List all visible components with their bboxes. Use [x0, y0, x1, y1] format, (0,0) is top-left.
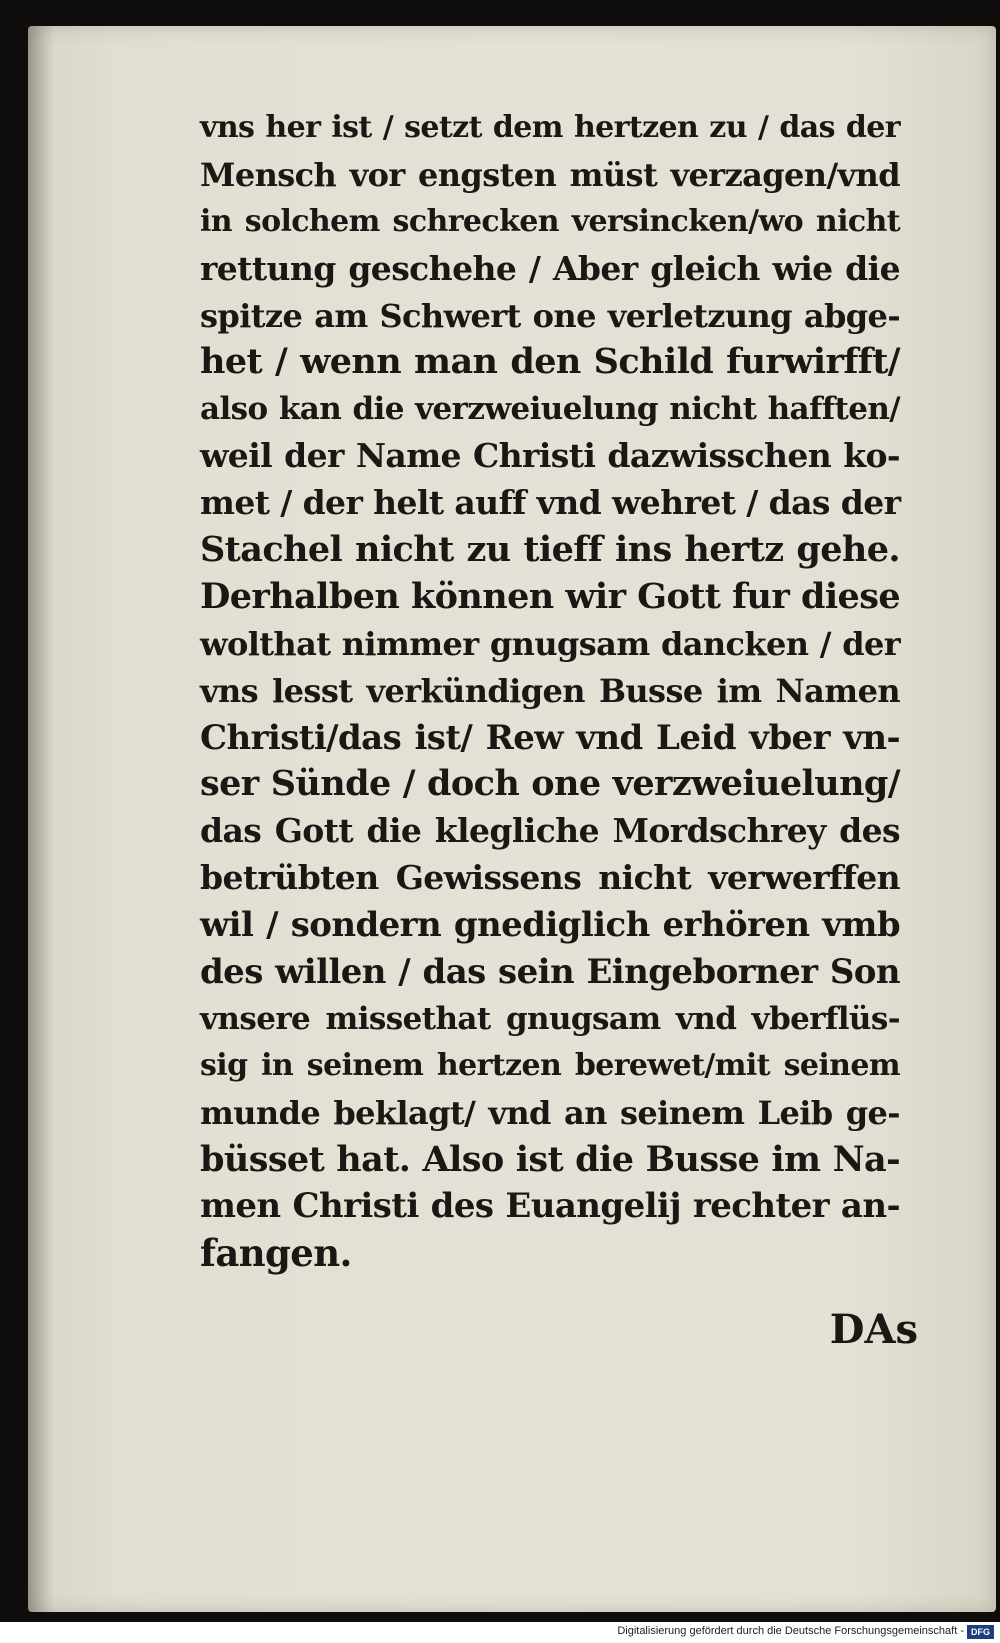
text-line: het / wenn man den Schild furwirfft/: [200, 341, 900, 383]
text-line: Derhalben können wir Gott fur diese: [200, 575, 900, 617]
text-line: men Christi des Euangelij rechter an-: [200, 1186, 900, 1227]
text-line: betrübten Gewissens nicht verwerffen: [200, 858, 900, 898]
text-line: büsset hat. Also ist die Busse im Na-: [200, 1138, 900, 1180]
digitization-footer: [0, 1622, 1000, 1643]
dfg-logo: DFG: [967, 1625, 994, 1639]
text-line: Stachel nicht zu tieff ins hertz gehe.: [200, 529, 900, 571]
text-line: vnsere missethat gnugsam vnd vberflüs-: [200, 1000, 900, 1037]
text-line: vns lesst verkündigen Busse im Namen: [200, 671, 900, 710]
text-line: Christi/das ist/ Rew vnd Leid vber vn-: [200, 717, 900, 758]
text-line: met / der helt auff vnd wehret / das der: [200, 483, 901, 523]
text-line: fangen.: [200, 1231, 352, 1276]
text-line: das Gott die klegliche Mordschrey des: [200, 811, 900, 851]
body-text: [200, 105, 900, 1277]
page-gutter-shadow: [28, 26, 54, 1612]
text-line: weil der Name Christi dazwisschen ko-: [200, 436, 900, 476]
text-line: wolthat nimmer gnugsam dancken / der: [200, 624, 900, 663]
text-line: Mensch vor engsten müst verzagen/vnd: [200, 155, 900, 194]
text-line: also kan die verzweiuelung nicht hafften/: [200, 391, 900, 428]
text-line: sig in seinem hertzen berewet/mit seinem: [200, 1047, 900, 1083]
text-line: vns her ist / setzt dem hertzen zu / das der: [200, 110, 900, 145]
text-line: munde beklagt/ vnd an seinem Leib ge-: [200, 1093, 900, 1132]
text-line: spitze am Schwert one verletzung abge-: [200, 296, 900, 335]
text-line: wil / sondern gnediglich erhören vmb: [200, 905, 900, 946]
text-line: ser Sünde / doch one verzweiuelung/: [200, 763, 900, 805]
funding-credit: Digitalisierung gefördert durch die Deutsche Forschungsgemeinschaft -: [617, 1625, 964, 1637]
text-line: in solchem schrecken versincken/wo nicht: [200, 203, 900, 239]
text-line: rettung geschehe / Aber gleich wie die: [200, 248, 900, 288]
text-line: des willen / das sein Eingeborner Son: [200, 952, 900, 993]
catchword: DAs: [829, 1306, 918, 1353]
